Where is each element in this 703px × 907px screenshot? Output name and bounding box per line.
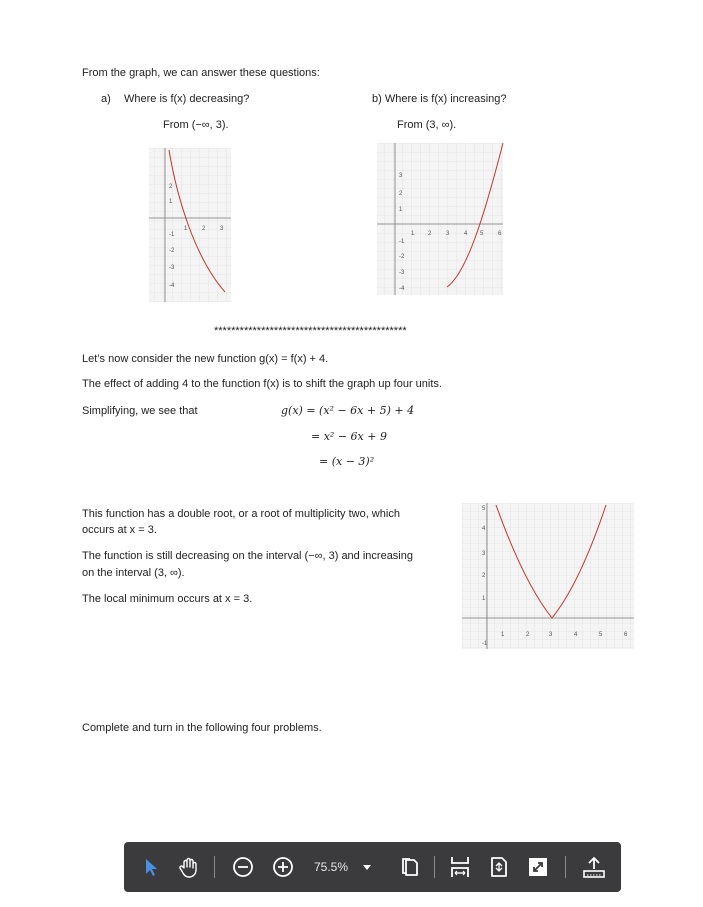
graph-b-ytick: -1 — [399, 239, 405, 245]
graph-a-xtick: 3 — [220, 226, 224, 232]
graph-b-xtick: 5 — [480, 231, 484, 237]
equation-line-1: g(x) = (x² − 6x + 5) + 4 — [281, 404, 415, 417]
graph-c-ytick: -1 — [482, 641, 488, 647]
graph-b-ytick: -4 — [399, 286, 405, 292]
graph-b-xtick: 4 — [464, 231, 468, 237]
graph-c-ytick: 5 — [482, 506, 486, 512]
select-tool-button[interactable] — [138, 842, 164, 892]
instructions-text: Complete and turn in the following four problems. — [82, 722, 322, 734]
hand-tool-icon — [178, 856, 200, 878]
question-a-label: a) — [101, 93, 111, 105]
graph-c-xtick: 4 — [574, 632, 578, 638]
graph-b-xtick: 2 — [428, 231, 432, 237]
interval-line-1: The function is still decreasing on the interval (−∞, 3) and increasing — [82, 550, 413, 562]
copy-page-button[interactable] — [396, 842, 422, 892]
copy-page-icon — [399, 856, 419, 878]
graph-a-ytick: 2 — [169, 184, 173, 190]
graph-a-ytick: 1 — [169, 199, 173, 205]
local-minimum-text: The local minimum occurs at x = 3. — [82, 593, 253, 605]
question-a-answer: From (−∞, 3). — [163, 119, 229, 131]
fit-page-icon — [488, 856, 510, 878]
fit-page-button[interactable] — [486, 842, 512, 892]
graph-a-xtick: 2 — [202, 226, 206, 232]
interval-line-2: on the interval (3, ∞). — [82, 567, 185, 579]
graph-a-ytick: -1 — [169, 232, 175, 238]
question-b-label: b) — [372, 93, 382, 105]
graph-c-xtick: 6 — [624, 632, 628, 638]
graph-b-ytick: -2 — [399, 254, 405, 260]
zoom-level-dropdown[interactable] — [314, 842, 376, 892]
graph-b-ytick: 2 — [399, 191, 403, 197]
graph-a-decreasing — [145, 148, 235, 302]
toolbar-divider — [214, 856, 215, 878]
zoom-out-icon — [232, 856, 254, 878]
toolbar-divider — [565, 856, 566, 878]
equation-line-3: = (x − 3)² — [319, 455, 375, 468]
graph-c-xtick: 1 — [501, 632, 505, 638]
double-root-line-2: occurs at x = 3. — [82, 524, 157, 536]
question-b-answer: From (3, ∞). — [397, 119, 457, 131]
zoom-in-icon — [272, 856, 294, 878]
graph-c-ytick: 1 — [482, 596, 486, 602]
graph-a-ytick: -4 — [169, 283, 175, 289]
graph-b-ytick: -3 — [399, 270, 405, 276]
graph-b-xtick: 3 — [446, 231, 450, 237]
graph-b-ytick: 3 — [399, 173, 403, 179]
fullscreen-button[interactable] — [525, 842, 551, 892]
toolbar-divider — [434, 856, 435, 878]
graph-c-xtick: 2 — [526, 632, 530, 638]
graph-c-ytick: 4 — [482, 526, 486, 532]
question-b-text — [372, 93, 507, 105]
graph-b-xtick: 1 — [411, 231, 415, 237]
graph-c-xtick: 3 — [549, 632, 553, 638]
viewer-toolbar — [124, 842, 621, 892]
dropdown-caret-icon — [362, 863, 372, 871]
graph-c-parabola — [462, 503, 636, 650]
zoom-level-value: 75.5% — [314, 860, 349, 874]
zoom-in-button[interactable] — [270, 842, 296, 892]
question-a-text: Where is f(x) decreasing? — [124, 93, 250, 105]
select-cursor-icon — [142, 857, 160, 877]
graph-a-ytick: -2 — [169, 248, 175, 254]
section-separator: ********************************************* — [214, 325, 407, 337]
new-function-text: Let’s now consider the new function g(x) = f(x) + 4. — [82, 353, 329, 365]
fit-width-button[interactable] — [446, 842, 474, 892]
graph-b-increasing — [375, 143, 505, 298]
hand-tool-button[interactable] — [174, 842, 204, 892]
graph-b-ytick: 1 — [399, 207, 403, 213]
double-root-line-1: This function has a double root, or a root of multiplicity two, which — [82, 508, 400, 520]
graph-a-xtick: 1 — [184, 226, 188, 232]
graph-a-ytick: -3 — [169, 265, 175, 271]
fullscreen-icon — [527, 856, 549, 878]
graph-b-xtick: 6 — [498, 231, 502, 237]
graph-c-ytick: 3 — [482, 551, 486, 557]
graph-c-ytick: 2 — [482, 573, 486, 579]
effect-text: The effect of adding 4 to the function f(x) is to shift the graph up four units. — [82, 378, 442, 390]
fit-width-icon — [449, 855, 471, 879]
intro-text: From the graph, we can answer these questions: — [82, 67, 320, 79]
share-button[interactable] — [580, 842, 608, 892]
equation-line-2: = x² − 6x + 9 — [311, 430, 387, 443]
share-upload-icon — [582, 855, 606, 879]
graph-c-xtick: 5 — [599, 632, 603, 638]
simplify-label: Simplifying, we see that — [82, 405, 198, 417]
zoom-out-button[interactable] — [230, 842, 256, 892]
question-b-question: Where is f(x) increasing? — [384, 93, 507, 105]
